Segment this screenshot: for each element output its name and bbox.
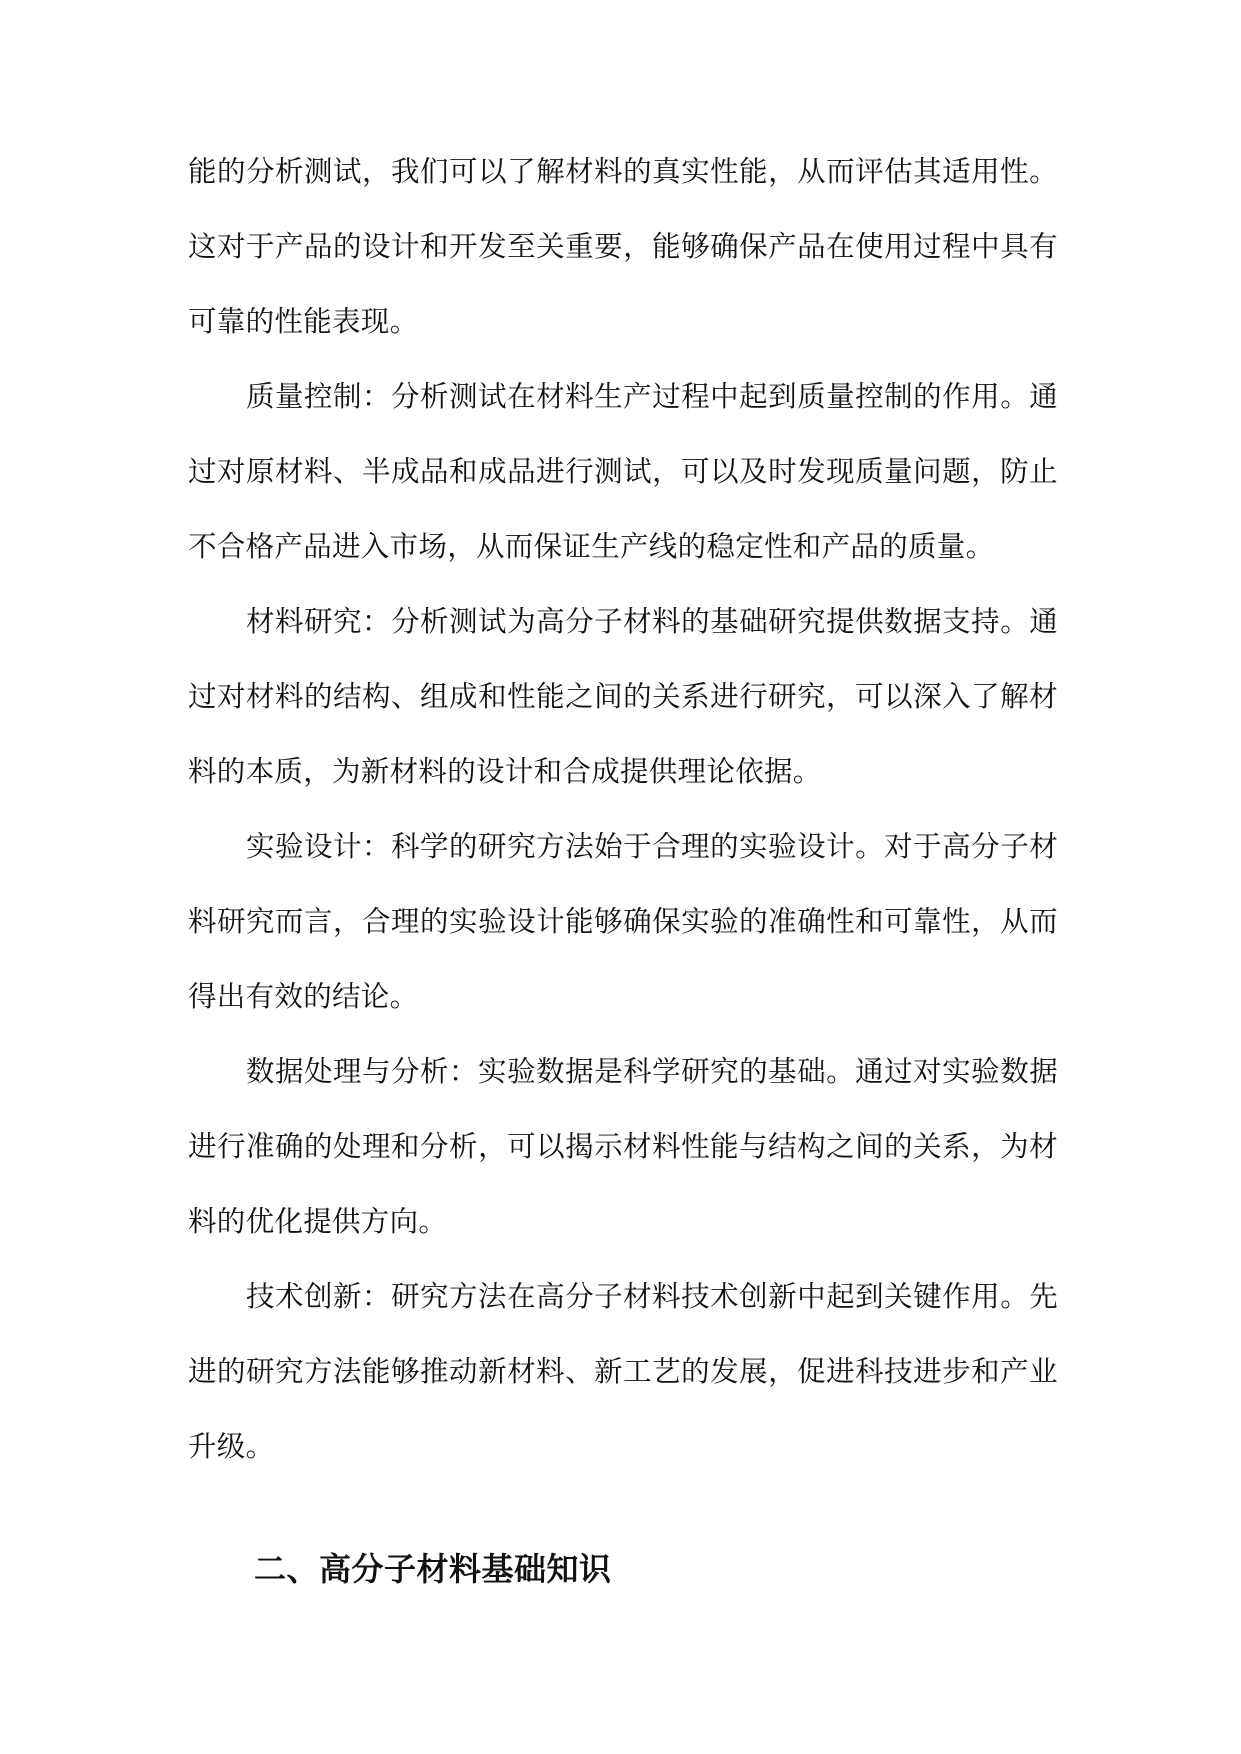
section-heading: 二、高分子材料基础知识	[254, 1550, 612, 1588]
paragraph-tech-innovation: 技术创新：研究方法在高分子材料技术创新中起到关键作用。先进的研究方法能够推动新材料、新工艺的发展，促进科技进步和产业升级。	[188, 1280, 1058, 1463]
body-text	[188, 134, 1058, 1484]
paragraph-performance-evaluation: 能的分析测试，我们可以了解材料的真实性能，从而评估其适用性。这对于产品的设计和开发至关重要，能够确保产品在使用过程中具有可靠的性能表现。	[188, 155, 1058, 338]
paragraph-data-analysis: 数据处理与分析：实验数据是科学研究的基础。通过对实验数据进行准确的处理和分析，可以揭示材料性能与结构之间的关系，为材料的优化提供方向。	[188, 1055, 1058, 1238]
paragraph-quality-control: 质量控制：分析测试在材料生产过程中起到质量控制的作用。通过对原材料、半成品和成品进行测试，可以及时发现质量问题，防止不合格产品进入市场，从而保证生产线的稳定性和产品的质量。	[188, 380, 1058, 563]
paragraph-material-research: 材料研究：分析测试为高分子材料的基础研究提供数据支持。通过对材料的结构、组成和性能之间的关系进行研究，可以深入了解材料的本质，为新材料的设计和合成提供理论依据。	[188, 605, 1058, 788]
paragraph-experiment-design: 实验设计：科学的研究方法始于合理的实验设计。对于高分子材料研究而言，合理的实验设计能够确保实验的准确性和可靠性，从而得出有效的结论。	[188, 830, 1058, 1013]
